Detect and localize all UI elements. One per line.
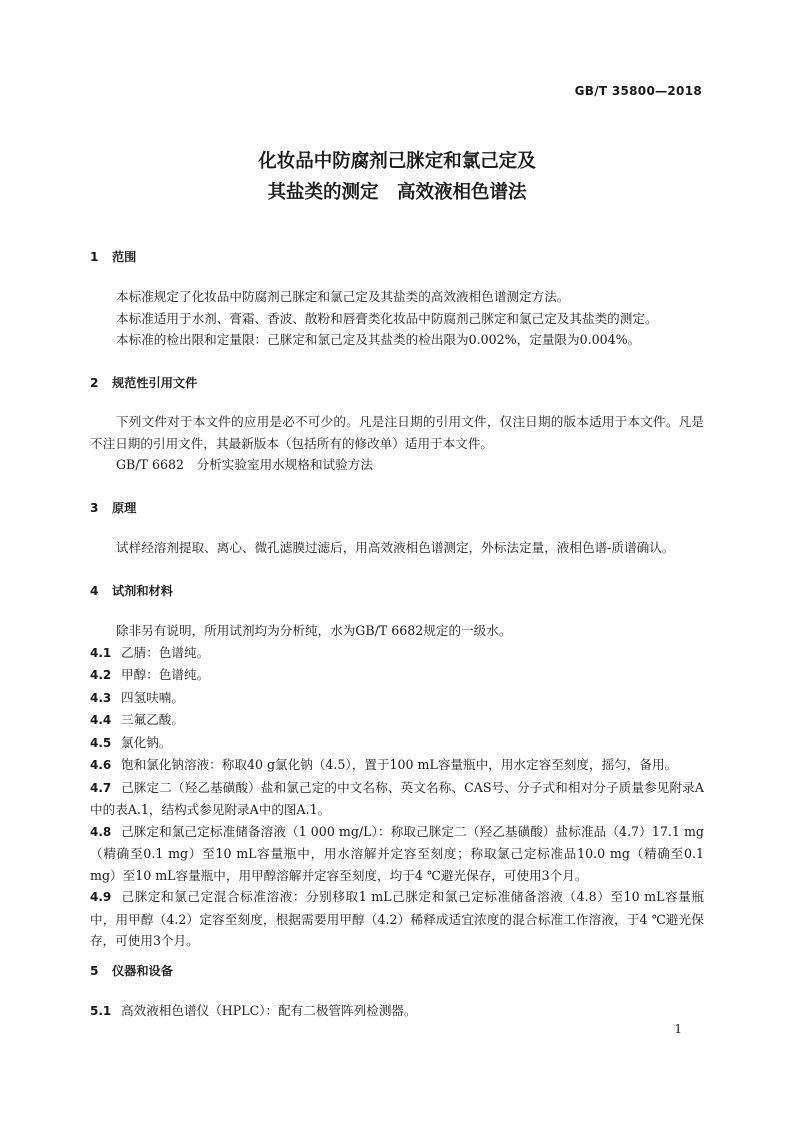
section-3-body xyxy=(90,537,704,559)
paragraph: 本标准规定了化妆品中防腐剂己脒定和氯己定及其盐类的高效液相色谱测定方法。 xyxy=(116,289,570,304)
list-item: 4.1 乙腈：色谱纯。 xyxy=(90,644,210,660)
list-item: 4.4 三氟乙酸。 xyxy=(90,712,184,727)
section-5-body xyxy=(90,1000,704,1023)
section-heading-1: 1 范围 xyxy=(90,250,137,264)
list-item: 4.9 己脒定和氯己定混合标准溶液：分别移取1 mL己脒定和氯己定标准储备溶液（4.8）至10 mL容量瓶中，用甲醇（4.2）定容至刻度，根据需要用甲醇（4.2）稀释成适宜浓度的混合标准工作溶液，于4 ℃避光保存，可使用3个月。 xyxy=(90,889,704,948)
title-line-2: 其盐类的测定 高效液相色谱法 xyxy=(267,182,527,203)
document-title xyxy=(0,146,794,208)
section-heading-2: 2 规范性引用文件 xyxy=(90,376,198,390)
title-line-1: 化妆品中防腐剂己脒定和氯己定及 xyxy=(258,151,536,172)
page-number: 1 xyxy=(674,1022,682,1036)
paragraph: 除非另有说明，所用试剂均为分析纯，水为GB/T 6682规定的一级水。 xyxy=(116,623,512,638)
paragraph: 本标准的检出限和定量限：己脒定和氯己定及其盐类的检出限为0.002%，定量限为0.004%。 xyxy=(116,332,641,347)
section-1-body xyxy=(90,286,704,351)
standard-number: GB/T 35800—2018 xyxy=(574,84,702,98)
section-heading-4: 4 试剂和材料 xyxy=(90,584,173,598)
list-item: 4.7 己脒定二（羟乙基磺酸）盐和氯己定的中文名称、英文名称、CAS号、分子式和相对分子质量参见附录A中的表A.1，结构式参见附录A中的图A.1。 xyxy=(90,779,704,817)
list-item: 4.2 甲醇：色谱纯。 xyxy=(90,667,210,682)
list-item: 4.5 氯化钠。 xyxy=(90,734,172,750)
list-item: 4.8 己脒定和氯己定标准储备溶液（1 000 mg/L）：称取己脒定二（羟乙基磺酸）盐标准品（4.7）17.1 mg（精确至0.1 mg）至10 mL容量瓶中，用水溶解并定容至刻度；称取氯己定标准品10.0 mg（精确至0.1 mg）至10 mL容量瓶中，用甲醇溶解并定容至刻度，均于4 ℃避光保存，可使用3个月。 xyxy=(90,823,704,883)
paragraph: 下列文件对于本文件的应用是必不可少的。凡是注日期的引用文件，仅注日期的版本适用于本文件。凡是不注日期的引用文件，其最新版本（包括所有的修改单）适用于本文件。 xyxy=(90,414,704,451)
section-2-body xyxy=(90,411,704,476)
list-item: 4.6 饱和氯化钠溶液：称取40 g氯化钠（4.5），置于100 mL容量瓶中，用水定容至刻度，摇匀，备用。 xyxy=(90,757,678,772)
section-4-body xyxy=(90,620,704,952)
paragraph: 试样经溶剂提取、离心、微孔滤膜过滤后，用高效液相色谱测定，外标法定量，液相色谱-质谱确认。 xyxy=(116,540,675,555)
paragraph: 本标准适用于水剂、膏霜、香波、散粉和唇膏类化妆品中防腐剂己脒定和氯己定及其盐类的测定。 xyxy=(116,310,658,326)
list-item: 5.1 高效液相色谱仪（HPLC）：配有二极管阵列检测器。 xyxy=(90,1003,417,1018)
list-item: 4.3 四氢呋喃。 xyxy=(90,689,184,705)
section-heading-3: 3 原理 xyxy=(90,501,137,515)
section-heading-5: 5 仪器和设备 xyxy=(90,964,173,978)
reference-entry: GB/T 6682 分析实验室用水规格和试验方法 xyxy=(116,457,373,472)
